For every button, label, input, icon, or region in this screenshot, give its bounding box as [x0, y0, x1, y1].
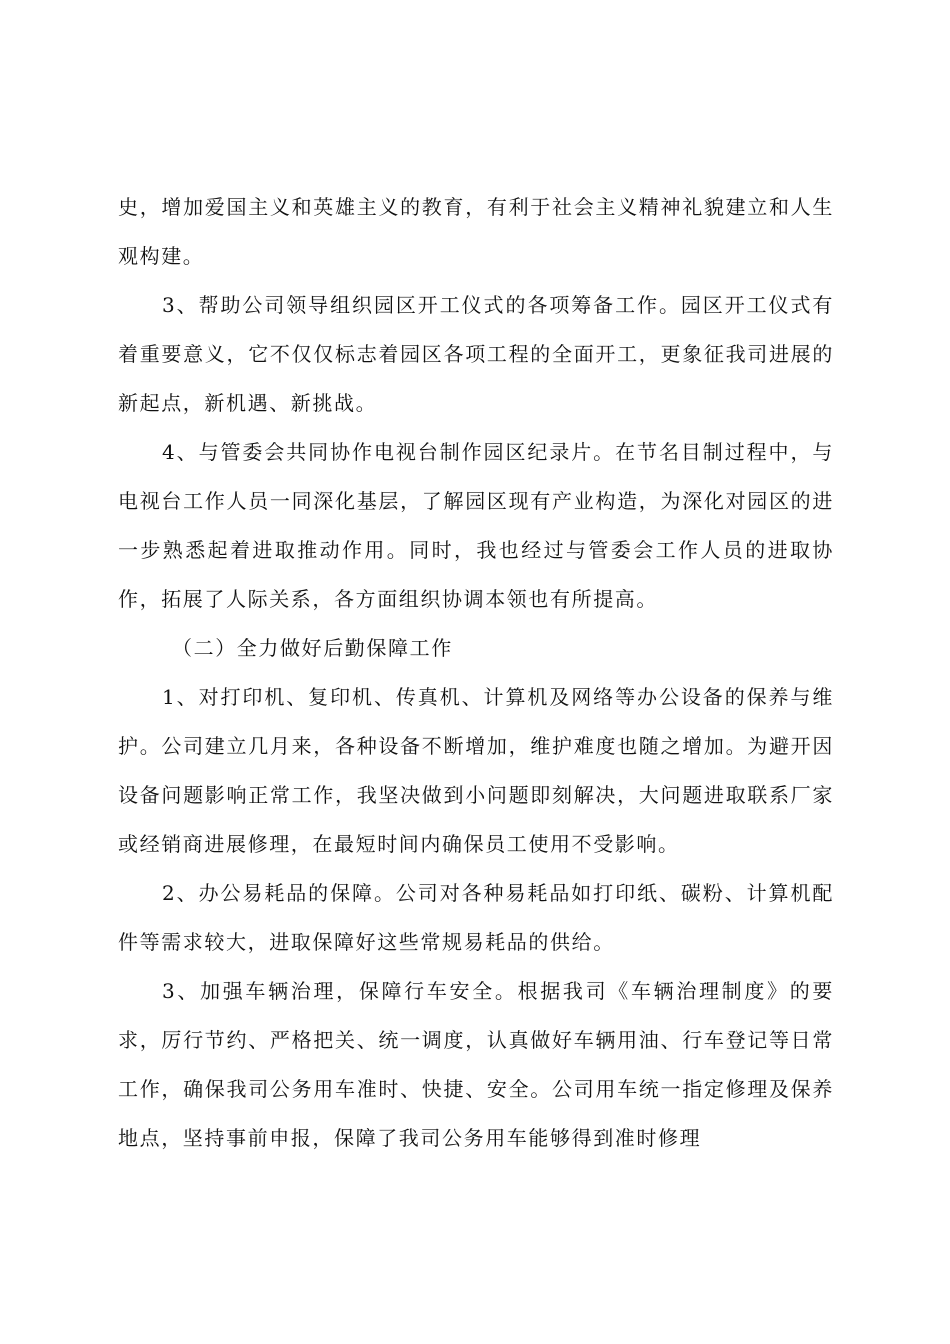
paragraph-item-3-ceremony: 3、帮助公司领导组织园区开工仪式的各项筹备工作。园区开工仪式有着重要意义，它不仅仅标志着园区各项工程的全面开工，更象征我司进展的新起点，新机遇、新挑战。 [118, 293, 834, 415]
paragraph-item-3-vehicles: 3、加强车辆治理，保障行车安全。根据我司《车辆治理制度》的要求，厉行节约、严格把关、统一调度，认真做好车辆用油、行车登记等日常工作，确保我司公务用车准时、快捷、安全。公司用车统一指定修理及保养地点，坚持事前申报，保障了我司公务用车能够得到准时修理 [118, 979, 834, 1150]
paragraph-item-4-documentary: 4、与管委会共同协作电视台制作园区纪录片。在节名目制过程中，与电视台工作人员一同深化基层，了解园区现有产业构造，为深化对园区的进一步熟悉起着进取推动作用。同时，我也经过与管委会工作人员的进取协作，拓展了人际关系，各方面组织协调本领也有所提高。 [118, 440, 834, 611]
paragraph-item-1-equipment: 1、对打印机、复印机、传真机、计算机及网络等办公设备的保养与维护。公司建立几月来，各种设备不断增加，维护难度也随之增加。为避开因设备问题影响正常工作，我坚决做到小问题即刻解决，大问题进取联系厂家或经销商进展修理，在最短时间内确保员工使用不受影响。 [118, 685, 834, 856]
paragraph-item-2-supplies: 2、办公易耗品的保障。公司对各种易耗品如打印纸、碳粉、计算机配件等需求较大，进取保障好这些常规易耗品的供给。 [118, 881, 834, 954]
document-body [118, 183, 834, 1163]
paragraph-continuation: 史，增加爱国主义和英雄主义的教育，有利于社会主义精神礼貌建立和人生观构建。 [118, 195, 834, 268]
section-heading-logistics: （二）全力做好后勤保障工作 [172, 636, 453, 660]
